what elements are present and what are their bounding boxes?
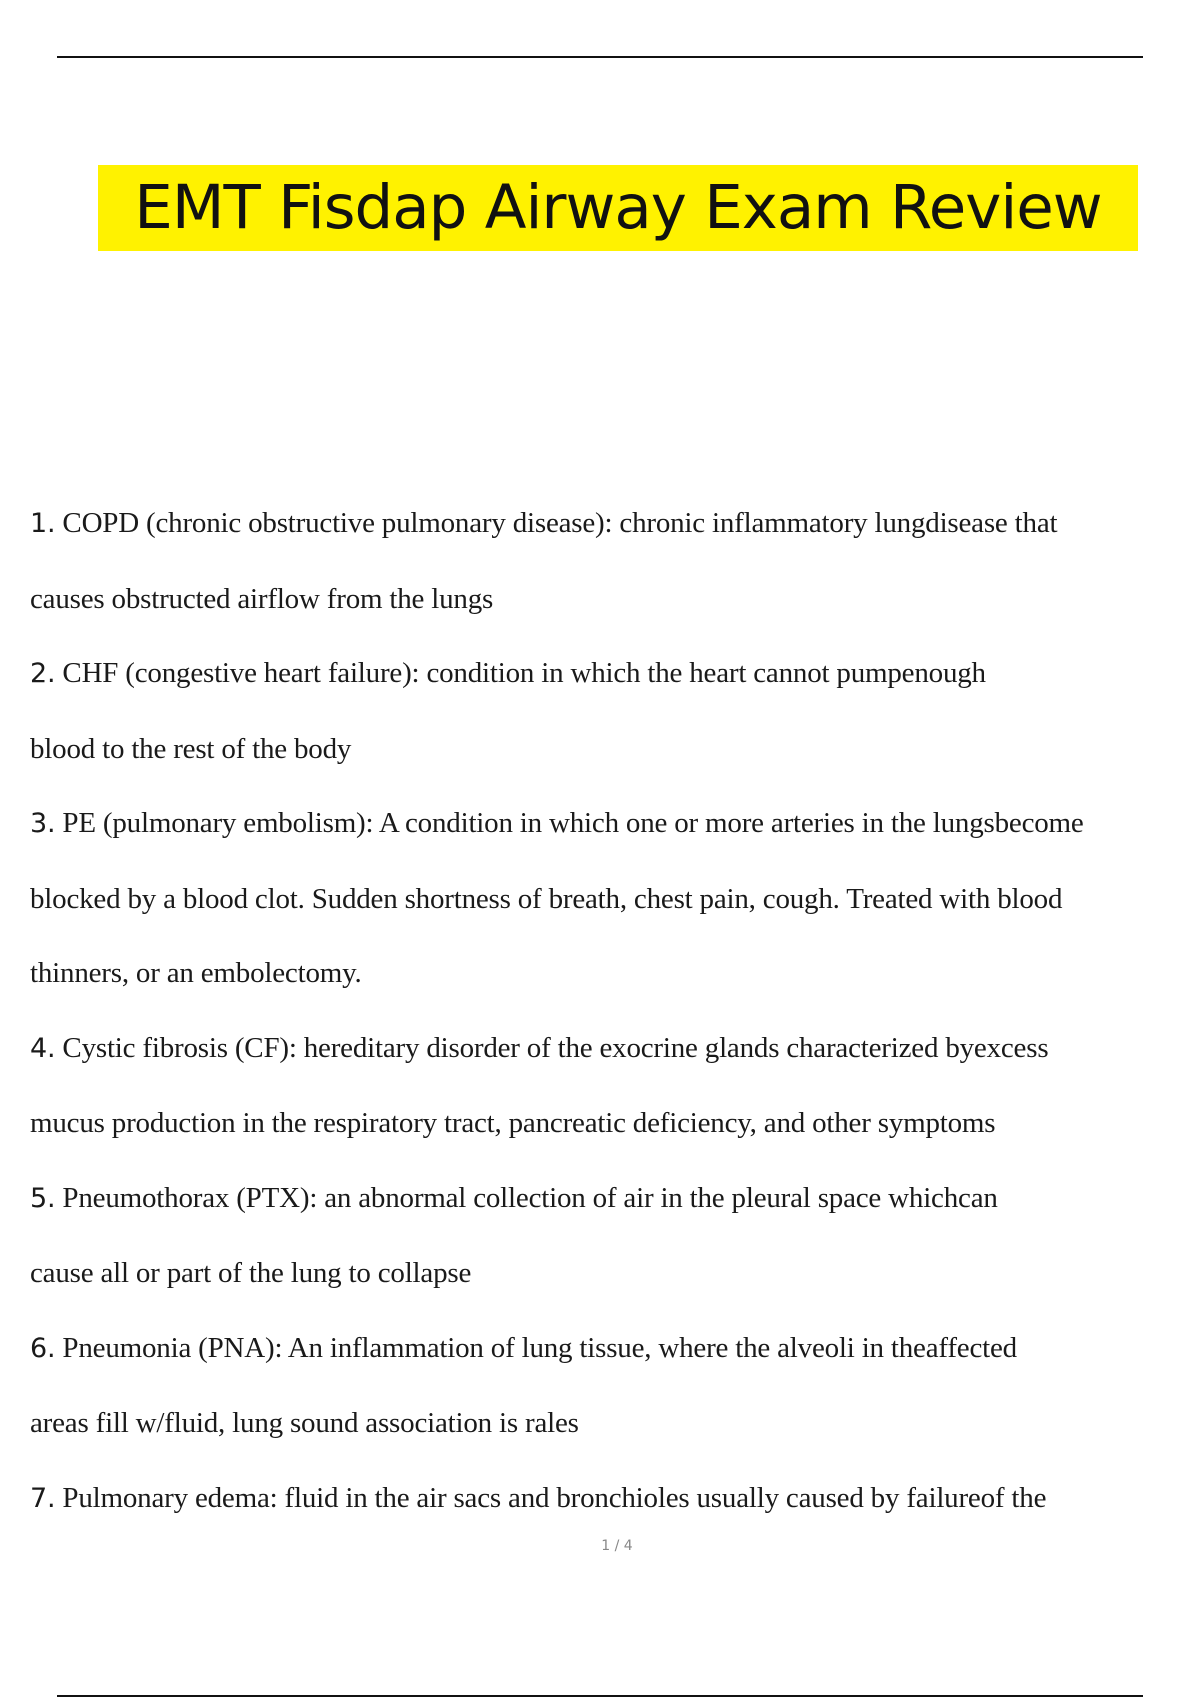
definition-list	[30, 486, 1195, 1536]
item-text: CHF (congestive heart failure): condition in which the heart cannot pumpenough	[55, 657, 986, 689]
list-item-6	[30, 1311, 1195, 1461]
item-number: 6.	[30, 1332, 56, 1364]
top-rule	[57, 56, 1143, 58]
list-item-7	[30, 1461, 1195, 1537]
list-item-4	[30, 1011, 1195, 1161]
list-item-1	[30, 486, 1195, 636]
item-text: causes obstructed airflow from the lungs	[30, 582, 494, 615]
item-text: thinners, or an embolectomy.	[30, 957, 362, 989]
item-number: 5.	[30, 1182, 56, 1214]
item-number: 7.	[30, 1482, 56, 1514]
title-highlight	[98, 165, 1138, 251]
page-number: 1 / 4	[601, 1538, 633, 1554]
item-number: 4.	[30, 1032, 56, 1064]
page-title: EMT Fisdap Airway Exam Review	[134, 172, 1102, 243]
item-text: blood to the rest of the body	[30, 732, 352, 765]
item-text: Pneumonia (PNA): An inflammation of lung tissue, where the alveoli in theaffected	[55, 1331, 1017, 1364]
item-text: cause all or part of the lung to collapse	[30, 1257, 472, 1289]
item-text: COPD (chronic obstructive pulmonary disease): chronic inflammatory lungdisease that	[55, 507, 1058, 539]
item-text: PE (pulmonary embolism): A condition in which one or more arteries in the lungsbecome	[55, 807, 1084, 839]
item-text: Pulmonary edema: fluid in the air sacs and bronchioles usually caused by failureof the	[55, 1481, 1047, 1514]
item-number: 1.	[30, 508, 56, 539]
item-text: mucus production in the respiratory tract, pancreatic deficiency, and other symptoms	[30, 1107, 996, 1139]
list-item-5	[30, 1161, 1195, 1311]
item-number: 2.	[30, 658, 56, 689]
item-number: 3.	[30, 808, 56, 839]
list-item-3	[30, 786, 1195, 1011]
bottom-rule	[57, 1695, 1143, 1697]
item-text: Pneumothorax (PTX): an abnormal collection of air in the pleural space whichcan	[55, 1181, 998, 1214]
item-text: Cystic fibrosis (CF): hereditary disorder of the exocrine glands characterized byexcess	[55, 1031, 1049, 1064]
item-text: blocked by a blood clot. Sudden shortness of breath, chest pain, cough. Treated with blood	[30, 882, 1063, 915]
list-item-2	[30, 636, 1195, 786]
item-text: areas fill w/fluid, lung sound association is rales	[30, 1407, 579, 1439]
